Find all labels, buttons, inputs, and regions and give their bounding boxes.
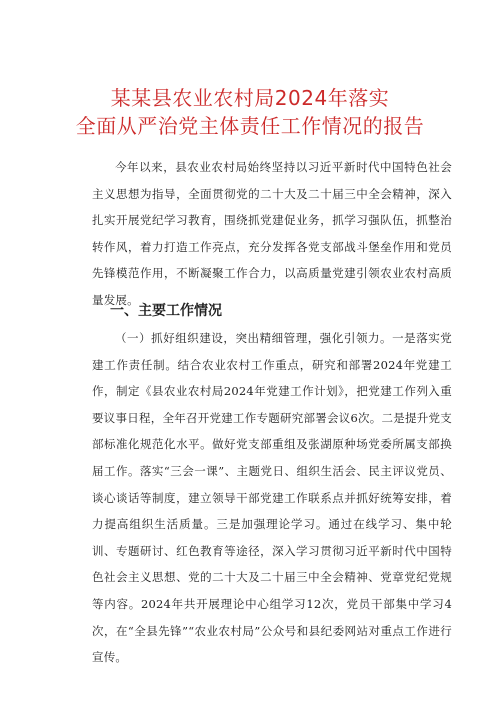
report-title-line-1: 某某县农业农村局2024年落实 — [110, 86, 390, 110]
section-heading-main-work: 一、主要工作情况 — [110, 303, 222, 319]
intro-paragraph: 今年以来，县农业农村局始终坚持以习近平新时代中国特色社会主义思想为指导，全面贯彻党的二十大及二十届三中全会精神，深入扎实开展党纪学习教育，围绕抓党建促业务，抓学习强队伍，抓整治转作风，着力打造工作亮点，充分发挥各党支部战斗堡垒作用和党员先锋模范作用，不断凝聚工作合力，以高质量党建引领农业农村高质量发展。 — [92, 160, 452, 307]
report-title-line-2: 全面从严治党主体责任工作情况的报告 — [75, 114, 425, 138]
section-paragraph-organization: （一）抓好组织建设，突出精细管理，强化引领力。一是落实党建工作责任制。结合农业农村工作重点，研究和部署2024年党建工作，制定《县农业农村局2024年党建工作计划》，把党建工作列入重要议事日程，全年召开党建工作专题研究部署会议6次。二是提升党支部标准化规范化水平。做好党支部重组及张湖原种场党委所属支部换届工作。落实“三会一课”、主题党日、组织生活会、民主评议党员、谈心谈话等制度，建立领导干部党建工作联系点并抓好统筹安排，着力提高组织生活质量。三是加强理论学习。通过在线学习、集中轮训、专题研讨、红色教育等途径，深入学习贯彻习近平新时代中国特色社会主义思想、党的二十大及二十届三中全会精神、党章党纪党规等内容。2024年共开展理论中心组学习12次，党员干部集中学习4次，在“全县先锋”“农业农村局”公众号和县纪委网站对重点工作进行宣传。 — [92, 331, 452, 665]
